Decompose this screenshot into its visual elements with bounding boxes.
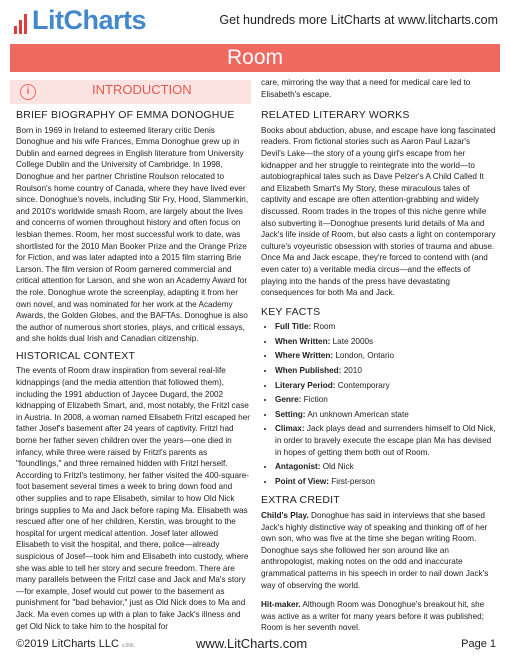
keyfact-label: Full Title: (275, 322, 312, 332)
logo-bars-icon (14, 14, 29, 34)
header-tagline[interactable]: Get hundreds more LitCharts at www.litcharts.com (219, 13, 498, 27)
left-column (16, 80, 251, 636)
keyfact-value: 2010 (343, 366, 362, 376)
keyfact-item (275, 461, 496, 473)
right-column (261, 77, 496, 638)
introduction-banner (10, 80, 251, 104)
keyfact-label: When Written: (275, 336, 331, 346)
extra-paragraph-1 (261, 510, 496, 591)
keyfact-value: Jack plays dead and surrenders himself to Old Nick, in order to bravely execute the escape plan Ma has devised in hopes of getting them both out of Room. (275, 424, 496, 457)
bio-text: Born in 1969 in Ireland to esteemed literary critic Denis Donoghue and his wife Frances, Emma Donoghue grew up in Dublin and earned degrees in English literature from University College Dublin and the University of Cambridge. In 1998, Donoghue and her partner Christine Roulson relocated to Roulson's home country of Canada, where they have lived ever since. Donoghue's novels, including Stir Fry, Hood, Slammerkin, and 2010's worldwide smash Room, are largely about the lives and concerns of women throughout history and often focus on lesbian themes. Room, her most successful work to date, was shortlisted for the 2010 Man Booker Prize and the Orange Prize for Fiction, and was later adapted into a 2015 film starring Brie Larson. The film version of Room garnered commercial and critical attention for Larson, and she won an Academy Award for the role. Donoghue wrote the screenplay, adapting it from her own novel, and was nominated for her work at the Academy Awards, the Golden Globes, and the BAFTAs. Donoghue is also the author of numerous short stories, plays, and critical essays, and she holds dual Irish and Canadian citizenship. (16, 125, 249, 344)
extra-heading: EXTRA CREDIT (261, 494, 340, 507)
footer-site-link[interactable]: www.LitCharts.com (196, 636, 308, 651)
keyfact-item (275, 476, 496, 488)
keyfact-item (275, 380, 496, 392)
extra-p1-label: Child's Play. (261, 511, 309, 520)
historical-continued-text: care, mirroring the way that a need for medical care led to Elisabeth's escape. (261, 78, 471, 99)
keyfact-label: Literary Period: (275, 380, 336, 390)
keyfacts-list (261, 321, 496, 487)
extra-p1-text: Donoghue has said in interviews that she based Jack's highly distinctive way of speaking and thinking off of her own son, who was five at the time she began writing Room. Donoghue says she followed her son around like an anthropologist, making notes on the odd and inaccurate grammatical patterns in his speech in order to nail down Jack's way of observing the world. (261, 511, 489, 590)
footer-copyright (16, 638, 134, 650)
keyfacts-heading: KEY FACTS (261, 305, 321, 318)
keyfact-item (275, 321, 496, 333)
litcharts-logo[interactable] (14, 6, 146, 34)
historical-text: The events of Room draw inspiration from several real-life kidnappings (and the media attention that followed them), including the 1991 abduction of Jaycee Dugard, the 2002 kidnapping of Elizabeth Smart, and, most notably, the Fritzl case in Austria. In 2008, a woman named Elisabeth Fritzl escaped her father Josef's basement after 24 years of captivity. Fritzl had borne her father seven children over the years—one died in infancy, while three were raised by Fritzl's parents as "foundlings," and three remained hidden with Fritzl herself. According to Fritzl's testimony, her father visited the 400-square-foot basement several times a week to bring down food and other supplies and to rape Elisabeth, similar to how Old Nick brings supplies to Ma and Jack before raping Ma. Elisabeth was rescued after one of her children, Kerstin, was brought to the hospital for urgent medical attention. Josef later allowed Elisabeth to visit the hospital, and there, police—already suspicious of Josef—took him and Elisabeth into custody, where she was able to tell her story and secure freedom. There are many parallels between the Fritzl case and Jack and Ma's story—for example, Josef would cut power to the basement as punishment for "bad behavior," just as Old Nick does to Ma and Jack. Ma even comes up with a plan to fake Jack's illness and get Old Nick to take him to the hospital for (16, 366, 250, 631)
page-number: Page 1 (461, 638, 496, 650)
keyfact-item (275, 365, 496, 377)
keyfact-label: When Published: (275, 366, 342, 376)
keyfact-item (275, 423, 496, 458)
version-text: v.006 (121, 643, 134, 649)
extra-p2-label: Hit-maker. (261, 600, 301, 610)
keyfact-label: Climax: (275, 424, 305, 434)
keyfact-label: Setting: (275, 409, 306, 419)
related-heading: RELATED LITERARY WORKS (261, 109, 410, 122)
keyfact-value: First-person (331, 476, 375, 486)
introduction-label: INTRODUCTION (92, 82, 192, 97)
keyfact-label: Where Written: (275, 351, 334, 361)
keyfact-value: Late 2000s (332, 336, 374, 346)
copyright-text: ©2019 LitCharts LLC (16, 638, 119, 650)
bio-heading: BRIEF BIOGRAPHY OF EMMA DONOGHUE (16, 109, 235, 121)
extra-p2-text: Although Room was Donoghue's breakout hit, she was active as a writer for many years before it was published; Room is her seventh novel. (261, 600, 485, 633)
keyfact-value: London, Ontario (335, 351, 395, 361)
keyfact-label: Antagonist: (275, 462, 321, 472)
keyfact-value: Fiction (303, 395, 328, 405)
keyfact-value: An unknown American state (307, 409, 409, 419)
keyfact-value: Contemporary (337, 380, 390, 390)
document-title: Room (10, 44, 500, 72)
extra-paragraph-2 (261, 599, 496, 634)
keyfact-item (275, 336, 496, 348)
keyfact-item (275, 350, 496, 362)
page-header (0, 0, 510, 44)
info-icon: i (20, 84, 36, 100)
keyfact-label: Genre: (275, 395, 302, 405)
keyfact-value: Old Nick (322, 462, 354, 472)
related-text: Books about abduction, abuse, and escape have long fascinated readers. From fictional stories such as Aaron Paul Lazar's Devil's Lake—the story of a young girl's escape from her kidnapper and her struggle to reintegrate into the world—to autobiographical tales such as Dave Pelzer's A Child Called It and Elizabeth Smart's My Story, these miraculous tales of captivity and escape are often attention-grabbing and widely discussed. Room trades in the tropes of this niche genre while also subverting it—Donoghue presents lurid details of Ma and Jack's life inside of Room, but also casts a light on contemporary culture's voyeuristic obsession with stories of trauma and abuse. Once Ma and Jack escape, they're forced to contend with (and even cater to) a veritable media circus—and the effects of playing into the hands of the press have devastating consequences for both Ma and Jack. (261, 125, 496, 298)
logo-text: LitCharts (32, 5, 147, 35)
historical-heading: HISTORICAL CONTEXT (16, 349, 136, 362)
keyfact-value: Room (313, 322, 336, 332)
keyfact-label: Point of View: (275, 476, 329, 486)
keyfact-item (275, 394, 496, 406)
keyfact-item (275, 409, 496, 421)
